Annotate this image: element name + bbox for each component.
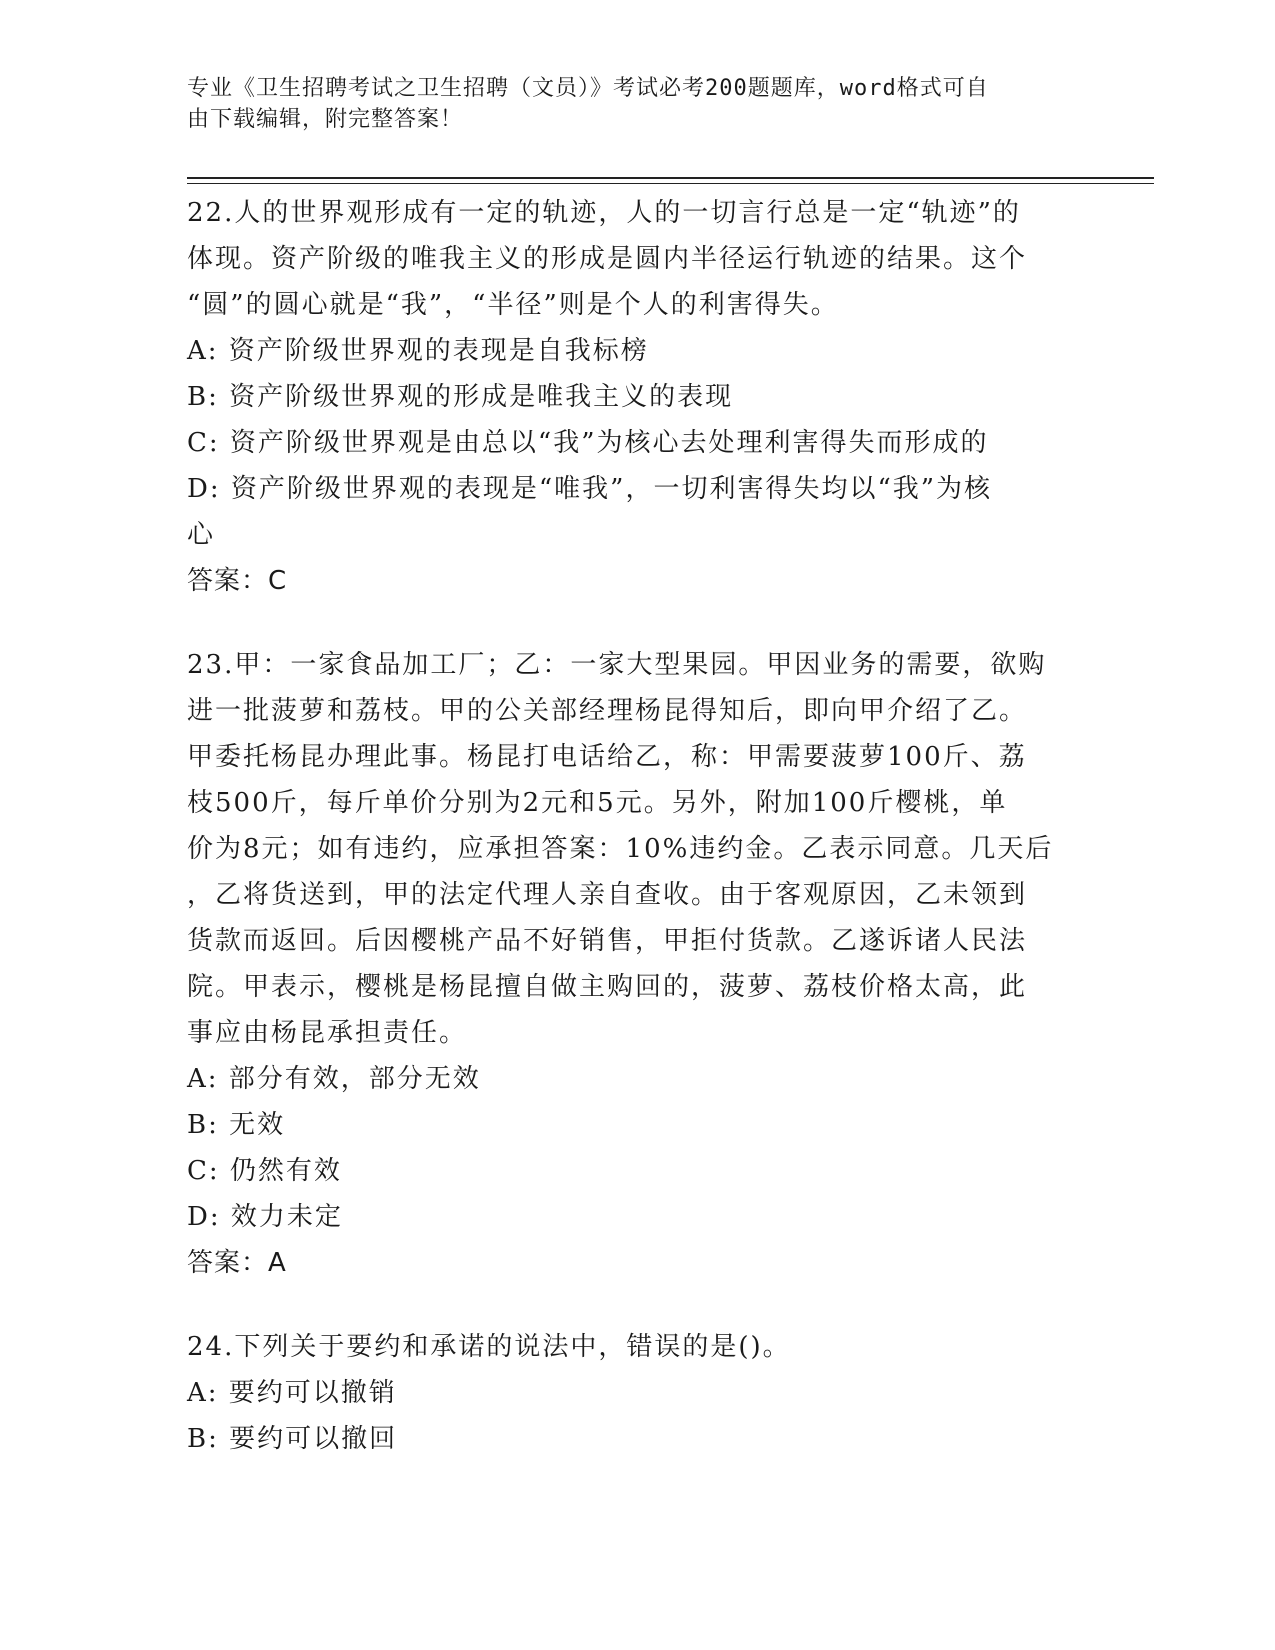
answer-option-line: C: 仍然有效 <box>187 1156 342 1186</box>
answer-option-line: B: 要约可以撤回 <box>187 1424 398 1454</box>
question-block <box>187 1324 1067 1462</box>
question-stem-line: 23.甲：一家食品加工厂；乙：一家大型果园。甲因业务的需要，欲购 <box>187 650 1047 680</box>
question-stem-line: 进一批菠萝和荔枝。甲的公关部经理杨昆得知后，即向甲介绍了乙。 <box>187 696 1028 726</box>
answer-option-line: A: 要约可以撤销 <box>187 1378 397 1408</box>
answer-key: 答案：C <box>187 566 288 596</box>
header-divider-thin <box>187 183 1154 184</box>
header-line-2: 由下载编辑，附完整答案！ <box>187 107 464 132</box>
question-stem-line: ，乙将货送到，甲的法定代理人亲自查收。由于客观原因，乙未领到 <box>187 880 1028 910</box>
question-stem-line: 院。甲表示，樱桃是杨昆擅自做主购回的，菠萝、荔枝价格太高，此 <box>187 972 1028 1002</box>
answer-option-line: C: 资产阶级世界观是由总以“我”为核心去处理利害得失而形成的 <box>187 428 989 458</box>
question-stem-line: 24.下列关于要约和承诺的说法中，错误的是()。 <box>187 1332 791 1362</box>
answer-option-line: A: 资产阶级世界观的表现是自我标榜 <box>187 336 649 366</box>
answer-key: 答案：A <box>187 1248 287 1278</box>
header-divider-thick <box>187 177 1154 179</box>
question-stem-line: 价为8元；如有违约，应承担答案：10%违约金。乙表示同意。几天后 <box>187 834 1054 864</box>
question-stem-line: “圆”的圆心就是“我”，“半径”则是个人的利害得失。 <box>187 290 839 320</box>
header-line-1: 专业《卫生招聘考试之卫生招聘（文员）》考试必考200题题库，word格式可自 <box>187 76 989 101</box>
answer-option-line: B: 资产阶级世界观的形成是唯我主义的表现 <box>187 382 734 412</box>
question-stem-line: 事应由杨昆承担责任。 <box>187 1018 468 1048</box>
answer-option-line: D: 资产阶级世界观的表现是“唯我”，一切利害得失均以“我”为核 <box>187 474 993 504</box>
question-stem-line: 甲委托杨昆办理此事。杨昆打电话给乙，称：甲需要菠萝100斤、荔 <box>187 742 1027 772</box>
question-stem-line: 枝500斤，每斤单价分别为2元和5元。另外，附加100斤樱桃，单 <box>187 788 1008 818</box>
question-stem-line: 体现。资产阶级的唯我主义的形成是圆内半径运行轨迹的结果。这个 <box>187 244 1028 274</box>
question-stem-line: 22.人的世界观形成有一定的轨迹，人的一切言行总是一定“轨迹”的 <box>187 198 1021 228</box>
answer-option-line: 心 <box>187 520 216 550</box>
document-header <box>187 73 1067 135</box>
question-stem-line: 货款而返回。后因樱桃产品不好销售，甲拒付货款。乙遂诉诸人民法 <box>187 926 1028 956</box>
answer-option-line: B: 无效 <box>187 1110 286 1140</box>
question-block <box>187 190 1067 604</box>
answer-option-line: D: 效力未定 <box>187 1202 343 1232</box>
question-list <box>187 190 1067 1500</box>
answer-option-line: A: 部分有效，部分无效 <box>187 1064 481 1094</box>
question-block <box>187 642 1067 1286</box>
